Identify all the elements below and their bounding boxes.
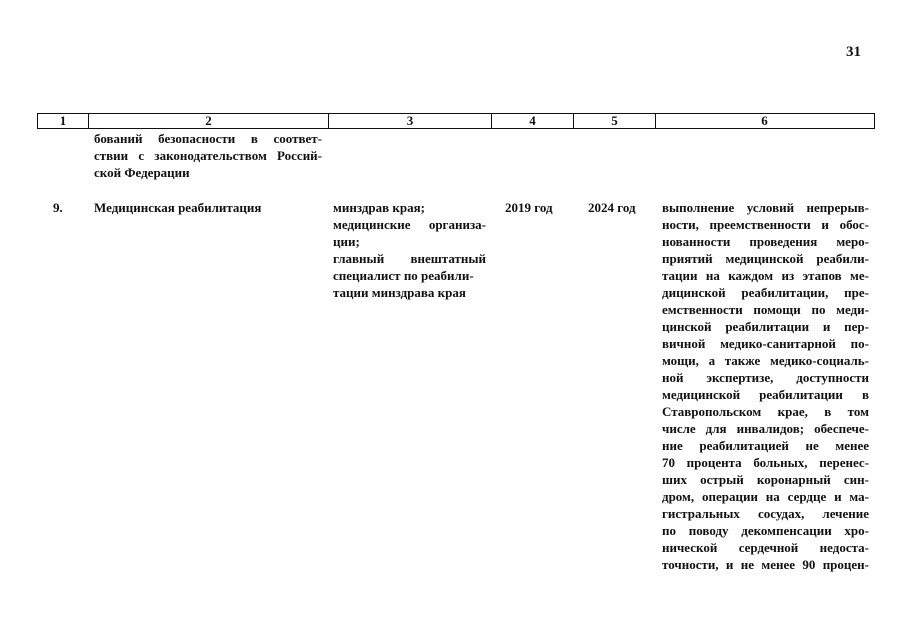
result-line: ности, преемственности и обос- — [662, 217, 869, 232]
header-cell-1: 1 — [38, 114, 89, 128]
result-cell — [662, 199, 869, 573]
row-number: 9. — [53, 200, 63, 215]
result-line: гистральных сосудах, лечение — [662, 506, 869, 521]
executors-cell — [333, 199, 486, 301]
continuation-text — [94, 130, 322, 181]
result-line: мощи, а также медико-социаль- — [662, 353, 869, 368]
result-line: тации на каждом из этапов ме- — [662, 268, 869, 283]
header-cell-3: 3 — [329, 114, 492, 128]
result-line: 70 процента больных, перенес- — [662, 455, 869, 470]
continuation-line: бований безопасности в соответ- — [94, 131, 322, 146]
page-number: 31 — [846, 44, 861, 60]
header-cell-2: 2 — [89, 114, 329, 128]
result-line: по поводу декомпенсации хро- — [662, 523, 869, 538]
result-line: вичной медико-санитарной по- — [662, 336, 869, 351]
result-line: ние реабилитацией не менее — [662, 438, 869, 453]
result-line: ших острый коронарный син- — [662, 472, 869, 487]
result-line: емственности помощи по меди- — [662, 302, 869, 317]
result-line: дицинской реабилитации, пре- — [662, 285, 869, 300]
row-name: Медицинская реабилитация — [94, 200, 262, 215]
result-line: нованности проведения меро- — [662, 234, 869, 249]
result-line: ной экспертизе, доступности — [662, 370, 869, 385]
result-line: точности, и не менее 90 процен- — [662, 557, 869, 572]
header-cell-4: 4 — [492, 114, 574, 128]
result-line: Ставропольском крае, в том — [662, 404, 869, 419]
result-line: дром, операции на сердце и ма- — [662, 489, 869, 504]
executor-line: специалист по реабили- — [333, 268, 474, 283]
executor-line: минздрав края; — [333, 200, 425, 215]
result-line: цинской реабилитации и пер- — [662, 319, 869, 334]
end-year: 2024 год — [588, 200, 636, 215]
executor-line: главный внештатный — [333, 251, 486, 266]
executor-line: ции; — [333, 234, 360, 249]
result-line: выполнение условий непрерыв- — [662, 200, 869, 215]
executor-line: тации минздрава края — [333, 285, 466, 300]
header-cell-5: 5 — [574, 114, 656, 128]
start-year: 2019 год — [505, 200, 553, 215]
result-line: числе для инвалидов; обеспече- — [662, 421, 869, 436]
header-cell-6: 6 — [761, 113, 768, 128]
result-line: медицинской реабилитации в — [662, 387, 869, 402]
result-line: приятий медицинской реабили- — [662, 251, 869, 266]
continuation-line: ствии с законодательством Россий- — [94, 148, 322, 163]
executor-line: медицинские организа- — [333, 217, 486, 232]
continuation-line: ской Федерации — [94, 165, 190, 180]
table-header-row — [37, 113, 875, 129]
result-line: нической сердечной недоста- — [662, 540, 869, 555]
